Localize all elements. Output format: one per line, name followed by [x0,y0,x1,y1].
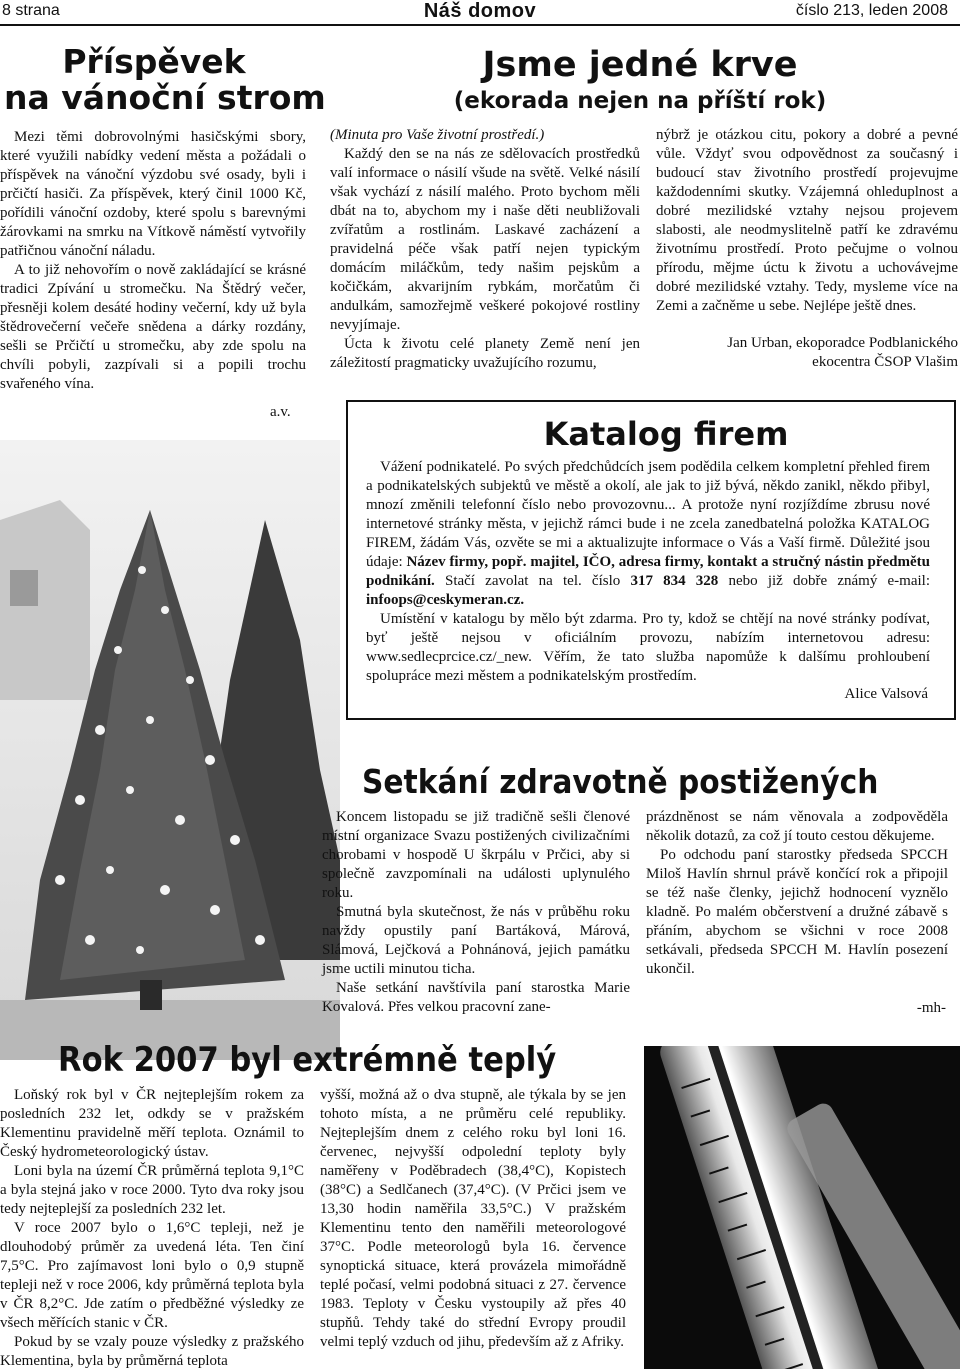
article2-title: Jsme jedné krve [482,45,798,85]
christmas-tree-photo [0,440,340,1060]
article2-headline [320,44,960,116]
katalog-title: Katalog firem [543,415,789,453]
katalog-paragraph [366,458,930,610]
katalog-body [366,458,930,686]
katalog-signature: Alice Valsová [844,686,928,702]
article2-signature [656,334,958,372]
katalog-email: infoops@ceskymeran.cz. [366,592,525,608]
article1-body [0,128,306,394]
setkani-headline [362,762,960,802]
setkani-signature: -mh- [916,1000,946,1016]
katalog-paragraph: Umístění v katalogu by mělo být zdarma. Pro ty, kdož se chtějí na nové stránky podívat, byť ještě nejsou v oficiálním provozu, nabízím internetovou adresu: www.sedlecprcice.cz/_new. Věřím, že tato služba napomůže k dalšímu prohloubení spolupráce mezi městem a podnikatelským prostředím. [366,611,930,684]
article1-headline [4,42,326,117]
article2-signature-line1: Jan Urban, ekoporadce Podblanického [727,335,958,351]
article2-column2 [656,126,958,316]
setkani-paragraph: Koncem listopadu se již tradičně sešli členové místní organizace Svazu postižených civilizačními chorobami v hospodě U škrpálu v Prčici, aby si společně zavzpomínali na události uplynulého roku. [322,809,630,901]
christmas-tree-illustration [0,440,340,1060]
article1-title-line1: Příspěvek [62,42,246,81]
setkani-title: Setkání zdravotně postižených [362,762,879,801]
article2-paragraph: Úcta k životu celé planety Země není jen záležitostí pragmaticky uvažujícího rozumu, [330,336,640,371]
rok2007-headline [58,1038,658,1082]
setkani-paragraph: Naše setkání navštívila paní starostka Marie Kovalová. Přes velkou pracovní zane- [322,980,630,1015]
article2-column1 [330,126,640,373]
article1-title-line2: na vánoční strom [4,78,326,117]
issue-info: číslo 213, leden 2008 [795,2,948,19]
article1-paragraph: Mezi těmi dobrovolnými hasičskými sbory, které využili nabídky vedení města a požádali o příspěvek na vánoční výzdobu své osady, byli i prčičtí hasiči. Za příspěvek, který činil 1000 Kč, pořídili vánoční ozdoby, které spolu s barevnými žárovkami na smrku na Vítkově náměstí vytvořily patřičnou vánoční náladu. [0,129,306,259]
setkani-column1 [322,808,630,1017]
rok2007-paragraph: Loni byla na území ČR průměrná teplota 9,1°C a byla stejná jako v roce 2000. Tyto dva roky jsou tedy nejteplejší za posledních 232 let. [0,1163,304,1217]
setkani-paragraph: prázdněnost se nám věnovala a zodpověděla několik dotazů, za což jí touto cestou děkujeme. [646,809,948,844]
article1-signature: a.v. [270,404,291,420]
katalog-text: nebo již dobře známý e-mail: [718,573,930,589]
rok2007-paragraph: Pokud by se vzaly pouze výsledky z pražského Klementina, byla by průměrná teplota [0,1334,304,1369]
page-header [0,0,960,26]
page-number: 8 strana [2,2,60,19]
rok2007-title: Rok 2007 byl extrémně teplý [58,1040,557,1080]
article2-paragraph: Každý den se na nás ze sdělovacích prostředků valí informace o násilí všude na světě. Velké násilí však vychází z násilí malého. Proto bychom měli dbát na to, abychom my i naše děti neubližovali zvířatům a rostlinám. Laskavé zacházení a pravidelná péče však patří nejen typickým domácím miláčkům, tedy našim pejskům a kočičkám, akvarijním rybkám, morčatům či andulkám, samozřejmě veškeré pokojové rostliny nevyjímaje. [330,146,640,333]
rok2007-column2 [320,1086,626,1352]
article2-intro: (Minuta pro Vaše životní prostředí.) [330,127,545,143]
article2-subtitle: (ekorada nejen na příští rok) [453,88,827,114]
thermometer-illustration [644,1046,960,1369]
setkani-paragraph: Smutná byla skutečnost, že nás v průběhu roku navždy opustily paní Bartáková, Márová, Slámová, Lejčková a Pohnánová, jejich památku jsme uctili minutou ticha. [322,904,630,977]
katalog-text: Stačí zavolat na tel. číslo [434,573,631,589]
thermometer-photo [644,1046,960,1369]
newspaper-title: Náš domov [423,0,537,22]
article1-paragraph: A to již nehovořím o nově zakládající se krásné tradici Zpívání u stromečku. Na Štědrý večer, přesněji kolem desáté hodiny večerní, kdy už byla štědrovečerní večeře snědena a dárky rozdány, sešli se Prčičtí u stromečku, aby zde spolu na chvíli pobyli, zazpívali si a popili trochu svařeného vína. [0,262,306,392]
katalog-text: Vážení podnikatelé. Po svých předchůdcích jsem podědila celkem kompletní přehled firem a podnikatelských subjektů ve městě a okolí, ale jak to již bývá, někdo zanikl, někdo přibyl, mnozí změnili telefonní číslo nebo provozovnu... A protože nyní rozjíždíme zbrusu nové internetové stránky města, v jejichž rámci bude i ne zcela zanedbatelná položka KATALOG FIREM, žádám Vás, ozvěte se mi a aktualizujte informace o Vás a Vaší firmě. Důležité jsou údaje: [366,459,930,570]
article2-signature-line2: ekocentra ČSOP Vlašim [812,354,958,370]
rok2007-paragraph: V roce 2007 bylo o 1,6°C tepleji, než je dlouhodobý průměr za uvedená léta. Ten činí 7,5°C. Pro zajímavost loni bylo o 0,9 stupně tepleji než v roce 2006, kdy průměrná teplota byla v ČR 8,2°C. Jde zatím o předběžné výsledky ze všech měřících stanic v ČR. [0,1220,304,1331]
setkani-column2 [646,808,948,979]
rok2007-paragraph: Loňský rok byl v ČR nejteplejším rokem za posledních 232 let, odkdy se v pražském Klementinu pravidelně měří teplota. Oznámil to Český hydrometeorologický ústav. [0,1087,304,1160]
katalog-required-info: Název firmy, popř. majitel, IČO, adresa firmy, kontakt a stručný nástin předmětu podnikání. [366,554,930,589]
article2-paragraph: nýbrž je otázkou citu, pokory a dobré a pevné vůle. Vždyť svou odpovědnost za současný i budoucí stav životního prostředí projevujme každodenními skutky. Vzájemná ohleduplnost a dobré mezilidské vztahy nejsou projevem slabosti, ale neodmyslitelně patří ke zdravému životnímu prostředí. Proto pečujme o volnou přírodu, mějme úctu k životu a uchovávejme dobré mezilidské vztahy. Tedy, mysleme více na Zemi a začněme u sebe. Nejlépe ještě dnes. [656,127,958,314]
katalog-phone: 317 834 328 [630,573,719,589]
setkani-paragraph: Po odchodu paní starostky předseda SPCCH Miloš Havlín shrnul právě končící rok a připojil se též naše členky, jejichž hodnocení vyznělo kladně. Po malém občerstvení a družné zábavě s přáním, abychom se všichni v roce 2008 setkávali, předseda SPCCH M. Havlín posezení ukončil. [646,847,948,977]
rok2007-column1 [0,1086,304,1371]
katalog-headline [346,414,960,454]
rok2007-paragraph: vyšší, možná až o dva stupně, ale týkala by se jen tohoto místa, a ne průměru celé republiky. Nejteplejším dnem z celého roku byl loni 16. červenec, nejvyšší odpolední teploty byly naměřeny v Poděbradech (38,4°C), Kopistech (38°C) a Sedlčanech (37,4°C). (V Prčici jsem ve 13,30 hodin naměřila 33,5°C.) V pražském Klementinu tento den naměřili meteorologové 37°C. Podle meteorologů byla 16. července synoptická situace, která provázela mimořádně teplé počasí, velmi podobná situaci z 27. července 1983. Teploty v Česku vystoupily až přes 40 stupňů. Tehdy také do střední Evropy proudil velmi teplý vzduch od jihu, především až z Afriky. [320,1087,626,1350]
